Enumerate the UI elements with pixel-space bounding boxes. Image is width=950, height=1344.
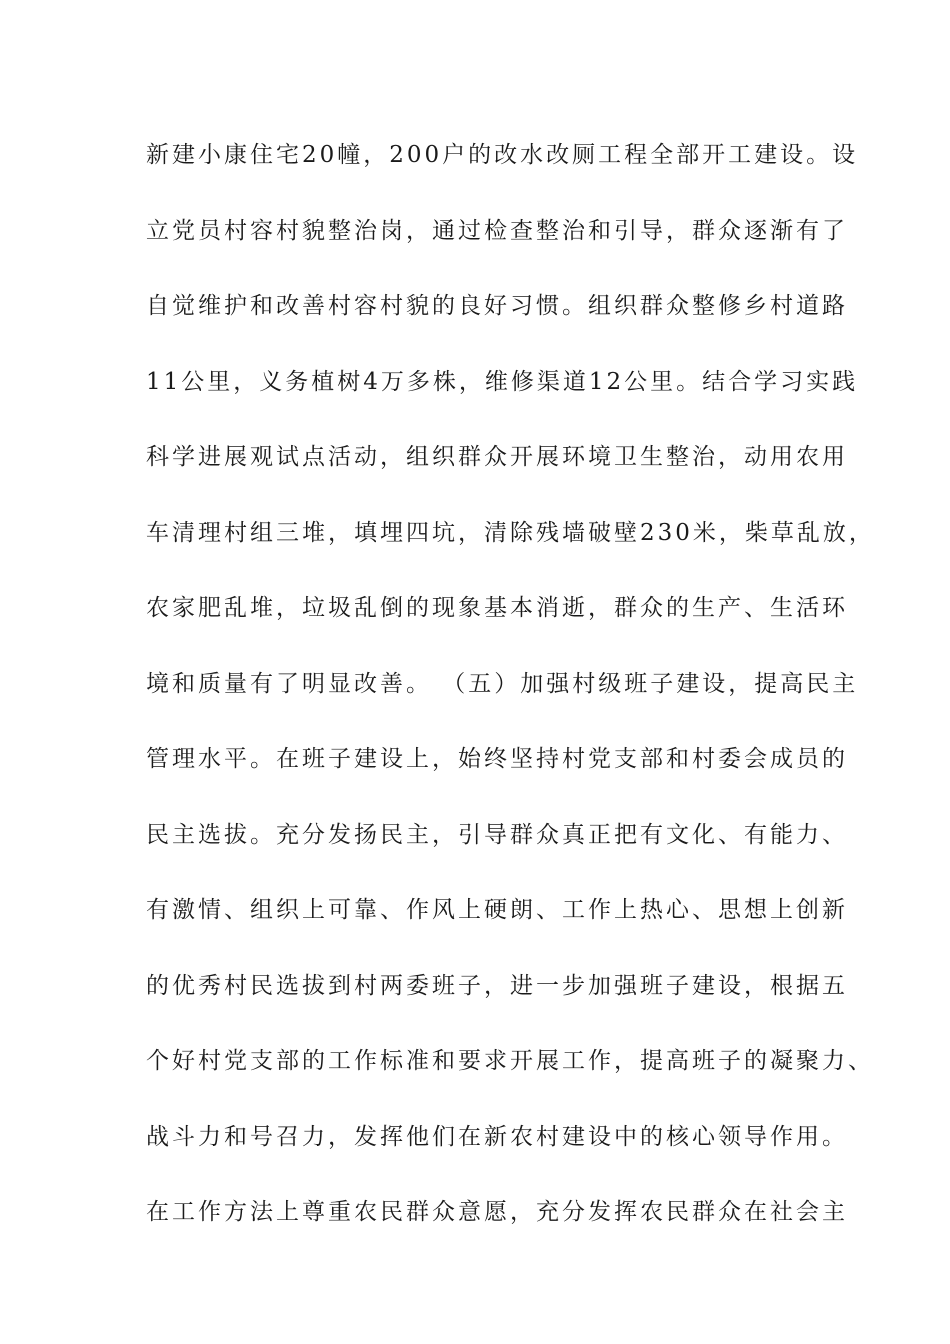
text-line: 境和质量有了明显改善。 （五）加强村级班子建设，提高民主 — [146, 670, 859, 697]
text-line: 农家肥乱堆，垃圾乱倒的现象基本消逝，群众的生产、生活环 — [146, 595, 848, 621]
text-line: 车清理村组三堆，填埋四坑，清除残墙破壁230米，柴草乱放， — [146, 519, 875, 546]
text-line: 个好村党支部的工作标准和要求开展工作，提高班子的凝聚力、 — [146, 1048, 874, 1074]
text-line: 民主选拔。充分发扬民主，引导群众真正把有文化、有能力、 — [146, 821, 848, 848]
text-line: 在工作方法上尊重农民群众意愿，充分发挥农民群众在社会主 — [146, 1199, 848, 1225]
text-line: 的优秀村民选拔到村两委班子，进一步加强班子建设，根据五 — [146, 972, 848, 999]
text-line: 11公里，义务植树4万多株，维修渠道12公里。结合学习实践 — [146, 368, 859, 395]
body-text — [146, 132, 875, 1265]
text-line: 管理水平。在班子建设上，始终坚持村党支部和村委会成员的 — [146, 746, 848, 772]
text-line: 立党员村容村貌整治岗，通过检查整治和引导，群众逐渐有了 — [146, 217, 848, 244]
text-line: 新建小康住宅20幢，200户的改水改厕工程全部开工建设。设 — [146, 142, 859, 168]
text-line: 自觉维护和改善村容村貌的良好习惯。组织群众整修乡村道路 — [146, 293, 848, 319]
text-line: 科学进展观试点活动，组织群众开展环境卫生整治，动用农用 — [146, 444, 848, 470]
text-line: 战斗力和号召力，发挥他们在新农村建设中的核心领导作用。 — [146, 1123, 848, 1150]
text-line: 有激情、组织上可靠、作风上硬朗、工作上热心、思想上创新 — [146, 897, 848, 923]
